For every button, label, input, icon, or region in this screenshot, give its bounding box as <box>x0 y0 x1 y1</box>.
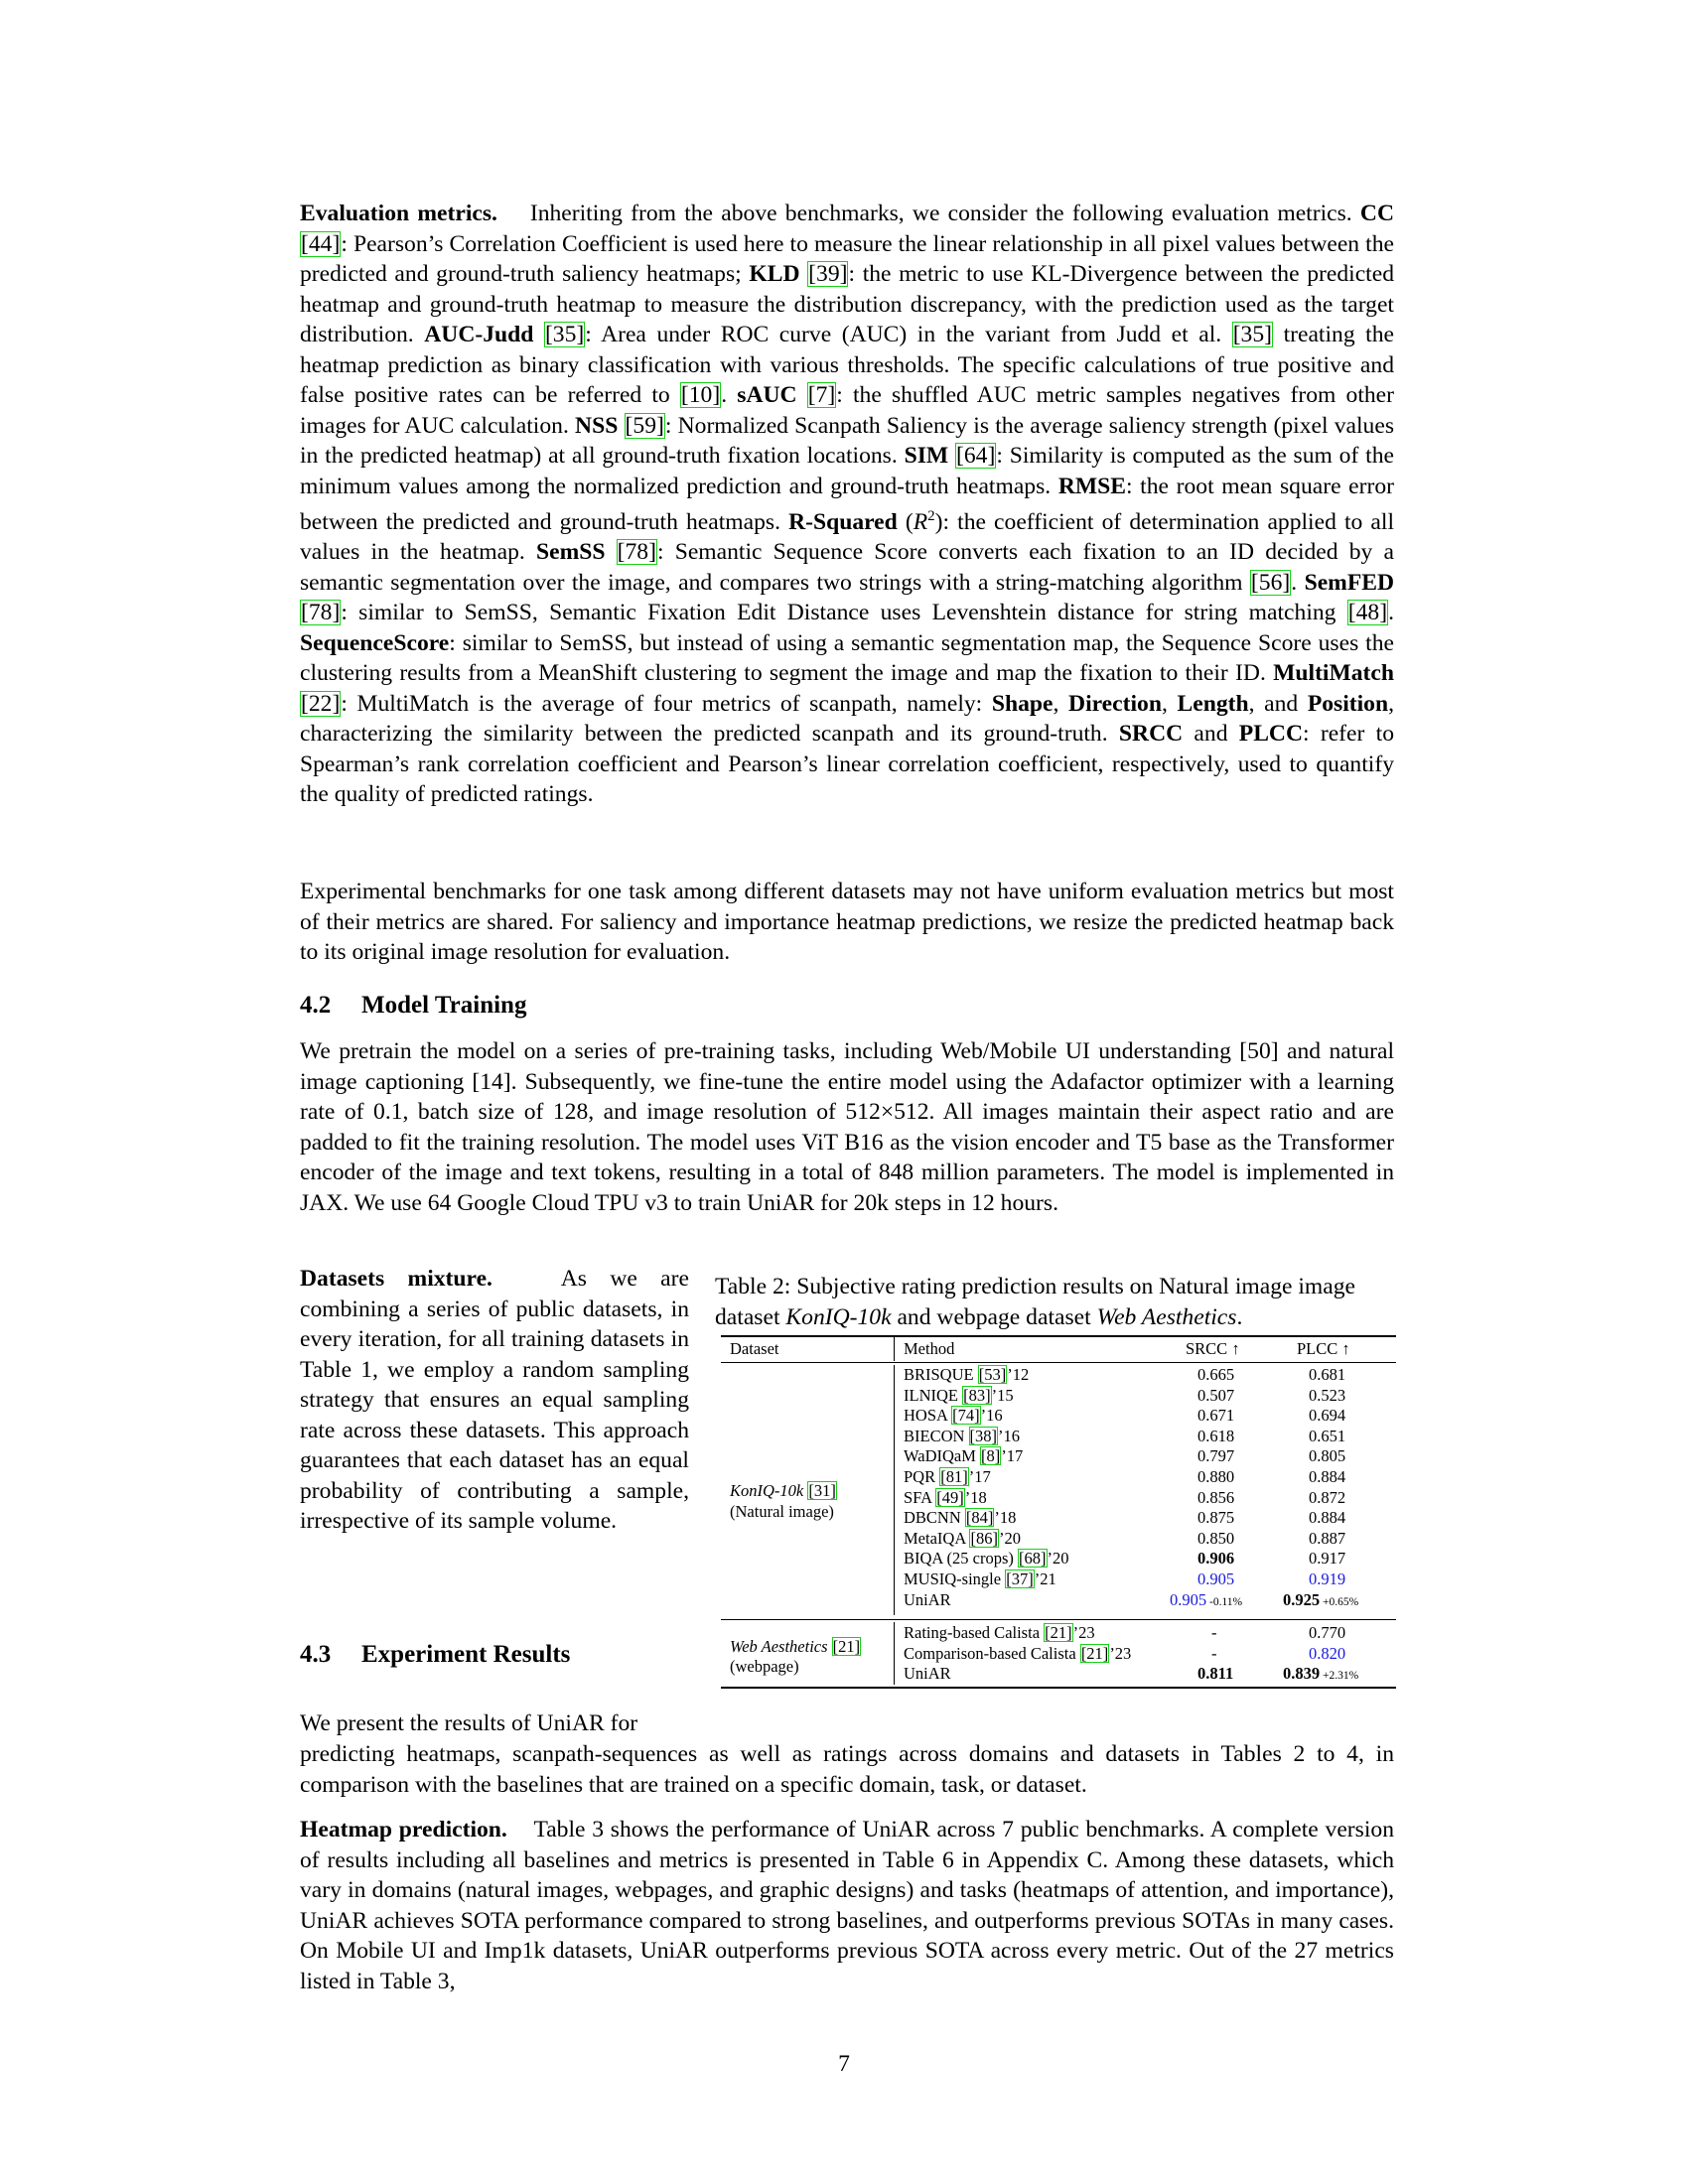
plcc-value: 0.805 <box>1309 1446 1346 1466</box>
srcc-value: - <box>1211 1623 1217 1642</box>
plcc-value: 0.872 <box>1309 1487 1346 1507</box>
table-column-divider <box>894 1622 895 1685</box>
srcc-value: 0.797 <box>1197 1446 1235 1466</box>
citation-link[interactable]: [78] <box>301 600 341 626</box>
results-table <box>721 1335 1396 1693</box>
table-bottom-rule <box>721 1687 1396 1689</box>
citation-link[interactable]: [64] <box>956 443 996 469</box>
method-name: WaDIQaM <box>904 1446 976 1466</box>
evaluation-metrics-heading: Evaluation metrics. <box>300 201 497 226</box>
method-year: ’18 <box>964 1487 987 1507</box>
plcc-value: 0.770 <box>1309 1623 1346 1642</box>
srcc-cell <box>1197 1427 1234 1447</box>
citation-link[interactable]: [39] <box>808 261 848 287</box>
datasets-mixture-body: As we are combining a series of public datasets, in every iteration, for all training datasets in Table 1, we employ a random sampling strategy that ensures an equal sampling rate across these datasets. This approach guarantees that each dataset has an equal probability of contributing a sample, irrespective of its sample volume. <box>300 1266 689 1534</box>
heatmap-prediction-body: Table 3 shows the performance of UniAR across 7 public benchmarks. A complete version of results including all baselines and metrics is presented in Table 6 in Appendix C. Among these datasets, which vary in domains (natural images, webpages, and graphic designs) and tasks (heatmaps of attention, and importance), UniAR achieves SOTA performance compared to strong baselines, and outperforms previous SOTAs in many cases. On Mobile UI and Imp1k datasets, UniAR outperforms previous SOTA across every metric. Out of the 27 metrics listed in Table 3, <box>300 1817 1394 1994</box>
method-cell <box>904 1644 1131 1665</box>
plcc-cell <box>1309 1467 1345 1488</box>
group-dataset-name: Web Aesthetics <box>730 1637 828 1656</box>
table-header-rule <box>721 1362 1396 1363</box>
plcc-cell <box>1309 1365 1345 1386</box>
method-cell <box>904 1508 1016 1529</box>
method-year: ’17 <box>1001 1446 1024 1466</box>
plcc-cell <box>1309 1644 1345 1665</box>
header-plcc: PLCC ↑ <box>1297 1339 1350 1358</box>
method-name: BIQA (25 crops) <box>904 1549 1014 1569</box>
plcc-value: 0.694 <box>1309 1406 1346 1426</box>
plcc-cell <box>1283 1664 1358 1687</box>
srcc-cell <box>1197 1570 1234 1590</box>
plcc-value: 0.925 <box>1283 1589 1321 1609</box>
plcc-value: 0.681 <box>1309 1365 1346 1384</box>
plcc-cell <box>1309 1529 1345 1550</box>
plcc-value: 0.887 <box>1309 1528 1346 1548</box>
srcc-value: 0.811 <box>1197 1664 1234 1684</box>
table-column-divider <box>894 1365 895 1615</box>
method-name: Rating-based Calista <box>904 1623 1041 1642</box>
results-intro-line: We present the results of UniAR for <box>300 1710 638 1736</box>
method-year: ’21 <box>1034 1570 1056 1588</box>
plcc-value: 0.839 <box>1283 1664 1321 1684</box>
method-cell <box>904 1406 1003 1427</box>
method-cell <box>904 1467 991 1488</box>
table-group-rule <box>721 1619 1396 1620</box>
section-title: Experiment Results <box>361 1641 571 1668</box>
plcc-cell <box>1309 1570 1345 1590</box>
citation-link[interactable]: [74] <box>952 1406 980 1426</box>
srcc-value: 0.850 <box>1197 1528 1235 1548</box>
method-name: MUSIQ-single <box>904 1570 1002 1588</box>
caption-text: Table 2: Subjective rating prediction results on Natural image image dataset <box>715 1274 1356 1330</box>
srcc-cell <box>1197 1488 1234 1509</box>
srcc-delta: -0.11% <box>1206 1595 1243 1608</box>
group-label-konIQ <box>730 1481 837 1502</box>
results-intro-paragraph: predicting heatmaps, scanpath-sequences as well as ratings across domains and datasets in Tables 2 to 4, in comparison with the baselines that are trained on a specific domain, task, or dataset. <box>300 1741 1394 1798</box>
method-name: BIECON <box>904 1426 965 1445</box>
method-cell <box>904 1365 1029 1386</box>
caption-dataset-2: Web Aesthetics <box>1096 1303 1237 1330</box>
plcc-value: 0.884 <box>1309 1508 1346 1528</box>
table-caption <box>715 1272 1400 1332</box>
plcc-value: 0.919 <box>1309 1570 1346 1588</box>
srcc-value: 0.618 <box>1197 1426 1235 1445</box>
method-year: ’23 <box>1072 1623 1095 1642</box>
caption-dataset-1: KonIQ-10k <box>785 1303 892 1330</box>
caption-text: and webpage dataset <box>891 1303 1097 1330</box>
plcc-value: 0.884 <box>1309 1467 1346 1486</box>
citation-link[interactable]: [56] <box>1250 569 1291 596</box>
srcc-cell <box>1197 1508 1234 1529</box>
method-name: Comparison-based Calista <box>904 1643 1076 1663</box>
group-subtitle: (webpage) <box>730 1657 799 1676</box>
plcc-cell <box>1309 1427 1345 1447</box>
srcc-cell <box>1211 1623 1217 1644</box>
srcc-value: 0.880 <box>1197 1467 1235 1486</box>
method-year: ’15 <box>991 1385 1014 1405</box>
method-year: ’17 <box>968 1467 991 1486</box>
plcc-cell <box>1309 1508 1345 1529</box>
srcc-cell <box>1197 1365 1234 1386</box>
table-column-divider <box>894 1337 895 1361</box>
plcc-cell <box>1309 1446 1345 1467</box>
header-dataset: Dataset <box>730 1339 779 1358</box>
citation-link[interactable]: [10] <box>680 382 721 408</box>
method-year: ’16 <box>980 1406 1003 1426</box>
srcc-cell <box>1197 1406 1234 1427</box>
citation-link[interactable]: [35] <box>544 322 585 347</box>
datasets-mixture-heading: Datasets mixture. <box>300 1266 492 1292</box>
citation-link[interactable]: [8] <box>981 1446 1001 1466</box>
srcc-value: 0.507 <box>1197 1385 1235 1405</box>
srcc-value: 0.665 <box>1197 1365 1235 1384</box>
plcc-delta: +0.65% <box>1320 1595 1359 1608</box>
plcc-cell <box>1309 1549 1345 1570</box>
citation-link[interactable]: [59] <box>625 412 664 439</box>
srcc-cell <box>1197 1529 1234 1550</box>
section-title: Model Training <box>361 992 527 1019</box>
plcc-value: 0.651 <box>1309 1426 1346 1445</box>
heatmap-prediction-heading: Heatmap prediction. <box>300 1817 507 1843</box>
method-name: HOSA <box>904 1406 948 1426</box>
experimental-benchmarks-paragraph: Experimental benchmarks for one task among different datasets may not have uniform evaluation metrics but most of their metrics are shared. For saliency and importance heatmap predictions, we resize the predicted heatmap back to its original image resolution for evaluation. <box>300 879 1394 965</box>
citation-link[interactable]: [49] <box>936 1487 964 1507</box>
method-name: MetaIQA <box>904 1528 966 1548</box>
plcc-cell <box>1309 1623 1345 1644</box>
citation-link[interactable]: [53] <box>978 1365 1007 1384</box>
method-year: ’20 <box>1047 1549 1069 1569</box>
section-heading-experiment-results <box>300 1641 570 1669</box>
citation-link[interactable]: [7] <box>807 382 836 408</box>
citation-link[interactable]: [81] <box>940 1467 968 1486</box>
citation-link[interactable]: [37] <box>1006 1570 1034 1588</box>
srcc-cell <box>1170 1590 1242 1613</box>
method-cell <box>904 1446 1023 1467</box>
citation-link[interactable]: [38] <box>969 1426 998 1445</box>
method-cell <box>904 1570 1056 1590</box>
srcc-value: 0.671 <box>1197 1406 1235 1426</box>
section-heading-model-training <box>300 992 526 1020</box>
method-name: BRISQUE <box>904 1365 974 1384</box>
srcc-value: 0.905 <box>1197 1570 1235 1588</box>
group-subtitle: (Natural image) <box>730 1502 834 1521</box>
citation-link[interactable]: [68] <box>1019 1549 1047 1569</box>
method-name: UniAR <box>904 1589 951 1609</box>
group-dataset-name: KonIQ-10k <box>730 1481 804 1500</box>
citation-link[interactable]: [21] <box>1080 1643 1109 1663</box>
caption-text: . <box>1236 1303 1243 1330</box>
plcc-cell <box>1309 1488 1345 1509</box>
citation-link[interactable]: [48] <box>1347 600 1388 626</box>
srcc-cell <box>1197 1664 1233 1685</box>
method-name: DBCNN <box>904 1508 961 1528</box>
citation-link[interactable]: [83] <box>963 1385 991 1405</box>
method-year: ’12 <box>1007 1365 1030 1384</box>
method-cell <box>904 1427 1020 1447</box>
method-year: ’23 <box>1109 1643 1132 1663</box>
plcc-cell <box>1309 1386 1345 1407</box>
srcc-value: 0.856 <box>1197 1487 1235 1507</box>
srcc-cell <box>1197 1467 1234 1488</box>
section-number: 4.2 <box>300 992 332 1019</box>
evaluation-metrics-paragraph: Evaluation metrics. Inheriting from the above benchmarks, we consider the following evaluation metrics. CC [44]: Pearson’s Correlation Coefficient is used here to measure the linear relationship in all pixel values between the predicted and ground-truth saliency heatmaps; KLD [39]: the metric to use KL-Divergence between the predicted heatmap and ground-truth heatmap to measure the distribution discrepancy, with the prediction used as the target distribution. AUC-Judd [35]: Area under ROC curve (AUC) in the variant from Judd et al. [35] treating the heatmap prediction as binary classification with various thresholds. The specific calculations of true positive and false positive rates can be referred to [10]. sAUC [7]: the shuffled AUC metric samples negatives from other images for AUC calculation. NSS [59]: Normalized Scanpath Saliency is the average saliency strength (pixel values in the predicted heatmap) at all ground-truth fixation locations. SIM [64]: Similarity is computed as the sum of the minimum values among the normalized prediction and ground-truth heatmaps. RMSE: the root mean square error between the predicted and ground-truth heatmaps. R-Squared $(R^2)$: the coefficient of determination applied to all values in the heatmap. SemSS [78]: Semantic Sequence Score converts each fixation to an ID decided by a semantic segmentation over the image, and compares two strings with a string-matching algorithm [56]. SemFED [78]: similar to SemSS, Semantic Fixation Edit Distance uses Levenshtein distance for string matching [48]. SequenceScore: similar to SemSS, but instead of using a semantic segmentation map, the Sequence Score uses the clustering results from a MeanShift clustering to segment the image and map the fixation to their ID. MultiMatch [22]: MultiMatch is the average of four metrics of scanpath, namely: Shape, Direction, Length, and Position, characterizing the similarity between the predicted scanpath and its ground-truth. SRCC and PLCC: refer to Spearman’s rank correlation coefficient and Pearson’s linear correlation coefficient, respectively, used to quantify the quality of predicted ratings. <box>300 201 1395 808</box>
citation-link[interactable]: [86] <box>970 1528 998 1548</box>
model-training-paragraph: We pretrain the model on a series of pre-training tasks, including Web/Mobile UI understanding [50] and natural image captioning [14]. Subsequently, we fine-tune the entire model using the Adafactor optimizer with a learning rate of 0.1, batch size of 128, and image resolution of 512×512. All images maintain their aspect ratio and are padded to fit the training resolution. The model uses ViT B16 as the vision encoder and T5 base as the Transformer encoder of the image and text tokens, resulting in a total of 848 million parameters. The model is implemented in JAX. We use 64 Google Cloud TPU v3 to train UniAR for 20k steps in 12 hours. <box>300 1038 1394 1216</box>
method-cell <box>904 1488 987 1509</box>
method-name: SFA <box>904 1487 932 1507</box>
srcc-cell <box>1197 1549 1234 1570</box>
srcc-value: 0.875 <box>1197 1508 1235 1528</box>
plcc-delta: +2.31% <box>1320 1670 1359 1683</box>
page-number: 7 <box>838 2051 850 2077</box>
group-label-web-aesthetics <box>730 1637 861 1658</box>
srcc-value: 0.906 <box>1197 1549 1235 1569</box>
method-year: ’16 <box>998 1426 1021 1445</box>
plcc-value: 0.820 <box>1309 1643 1346 1663</box>
citation-link[interactable]: [31] <box>808 1481 836 1500</box>
method-cell <box>904 1529 1021 1550</box>
srcc-cell <box>1197 1446 1234 1467</box>
method-cell <box>904 1549 1069 1570</box>
heatmap-prediction-paragraph <box>300 1815 1394 1996</box>
method-cell <box>904 1664 951 1685</box>
plcc-value: 0.917 <box>1309 1549 1346 1569</box>
method-cell <box>904 1623 1095 1644</box>
citation-link[interactable]: [21] <box>1045 1623 1072 1642</box>
method-year: ’20 <box>998 1528 1021 1548</box>
plcc-cell <box>1309 1406 1345 1427</box>
evaluation-metrics-intro: Inheriting from the above benchmarks, we consider the following evaluation metrics. <box>529 201 1352 226</box>
header-srcc: SRCC ↑ <box>1186 1339 1240 1358</box>
method-name: ILNIQE <box>904 1385 958 1405</box>
datasets-mixture-paragraph <box>300 1264 689 1537</box>
srcc-cell <box>1197 1386 1234 1407</box>
method-cell <box>904 1386 1014 1407</box>
srcc-value: 0.905 <box>1170 1589 1207 1609</box>
header-method: Method <box>904 1339 955 1358</box>
srcc-cell <box>1211 1644 1217 1665</box>
table-top-rule <box>721 1335 1396 1337</box>
citation-link[interactable]: [35] <box>1232 322 1273 347</box>
section-number: 4.3 <box>300 1641 332 1668</box>
method-cell <box>904 1590 951 1611</box>
citation-link[interactable]: [22] <box>301 690 341 717</box>
citation-link[interactable]: [78] <box>617 539 656 566</box>
method-year: ’18 <box>994 1508 1017 1528</box>
citation-link[interactable]: [44] <box>301 230 341 257</box>
method-name: UniAR <box>904 1664 951 1684</box>
plcc-cell <box>1283 1590 1358 1613</box>
citation-link[interactable]: [84] <box>965 1508 994 1528</box>
method-name: PQR <box>904 1467 936 1486</box>
plcc-value: 0.523 <box>1309 1385 1346 1405</box>
citation-link[interactable]: [21] <box>832 1637 861 1656</box>
srcc-value: - <box>1211 1643 1217 1663</box>
